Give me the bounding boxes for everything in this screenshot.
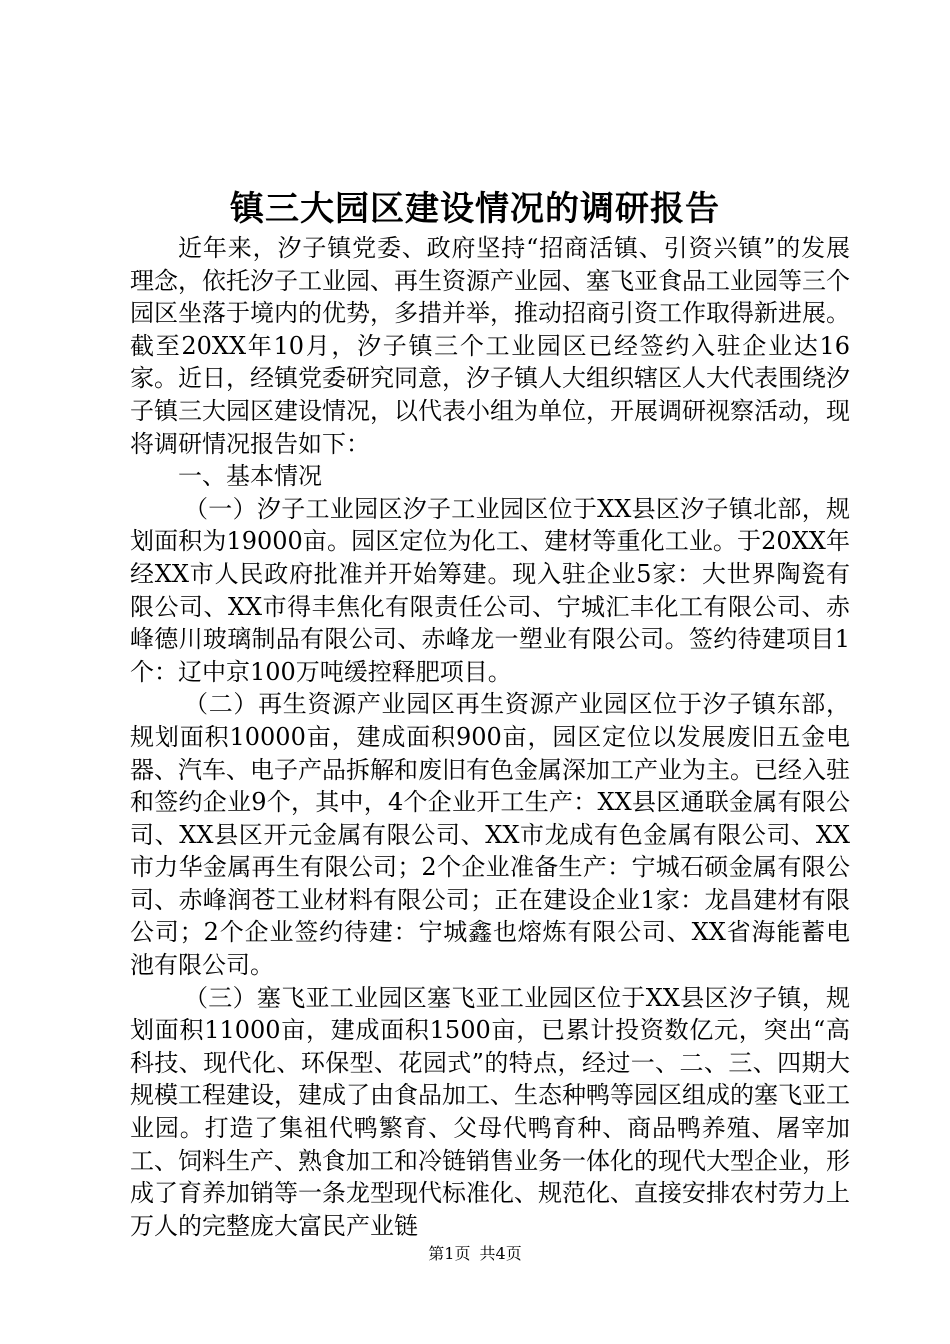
page-footer — [0, 1243, 950, 1265]
page-number: 第1页 — [428, 1244, 471, 1263]
page-total: 共4页 — [479, 1244, 522, 1263]
paragraph-xizi-industrial-park: （一）汐子工业园区汐子工业园区位于XX县区汐子镇北部，规划面积为19000亩。园区定位为化工、建材等重化工业。于20XX年经XX市人民政府批准并开始筹建。现入驻企业5家：大世界陶瓷有限公司、XX市得丰焦化有限责任公司、宁城汇丰化工有限公司、赤峰德川玻璃制品有限公司、赤峰龙一塑业有限公司。签约待建项目1个：辽中京100万吨缓控释肥项目。 — [130, 494, 850, 686]
document-body — [130, 232, 850, 1242]
paragraph-saifeiya-park: （三）塞飞亚工业园区塞飞亚工业园区位于XX县区汐子镇，规划面积11000亩，建成面积1500亩，已累计投资数亿元，突出“高科技、现代化、环保型、花园式”的特点，经过一、二、三、四期大规模工程建设，建成了由食品加工、生态种鸭等园区组成的塞飞亚工业园。打造了集祖代鸭繁育、父母代鸭育种、商品鸭养殖、屠宰加工、饲料生产、熟食加工和冷链销售业务一体化的现代大型企业，形成了育养加销等一条龙型现代标准化、规范化、直接安排农村劳力上万人的完整庞大富民产业链 — [130, 983, 850, 1240]
paragraph-recycling-park: （二）再生资源产业园区再生资源产业园区位于汐子镇东部，规划面积10000亩，建成面积900亩，园区定位以发展废旧五金电器、汽车、电子产品拆解和废旧有色金属深加工产业为主。已经入驻和签约企业9个，其中，4个企业开工生产：XX县区通联金属有限公司、XX县区开元金属有限公司、XX市龙成有色金属有限公司、XX市力华金属再生有限公司；2个企业准备生产：宁城石硕金属有限公司、赤峰润苍工业材料有限公司；正在建设企业1家：龙昌建材有限公司；2个企业签约待建：宁城鑫也熔炼有限公司、XX省海能蓄电池有限公司。 — [130, 690, 850, 980]
document-title: 镇三大园区建设情况的调研报告 — [230, 189, 720, 229]
section-heading-basic: 一、基本情况 — [178, 462, 322, 491]
intro-paragraph: 近年来，汐子镇党委、政府坚持“招商活镇、引资兴镇”的发展理念，依托汐子工业园、再生资源产业园、塞飞亚食品工业园等三个园区坐落于境内的优势，多措并举，推动招商引资工作取得新进展。截至20XX年10月，汐子镇三个工业园区已经签约入驻企业达16家。近日，经镇党委研究同意，汐子镇人大组织辖区人大代表围绕汐子镇三大园区建设情况，以代表小组为单位，开展调研视察活动，现将调研情况报告如下： — [130, 234, 850, 458]
